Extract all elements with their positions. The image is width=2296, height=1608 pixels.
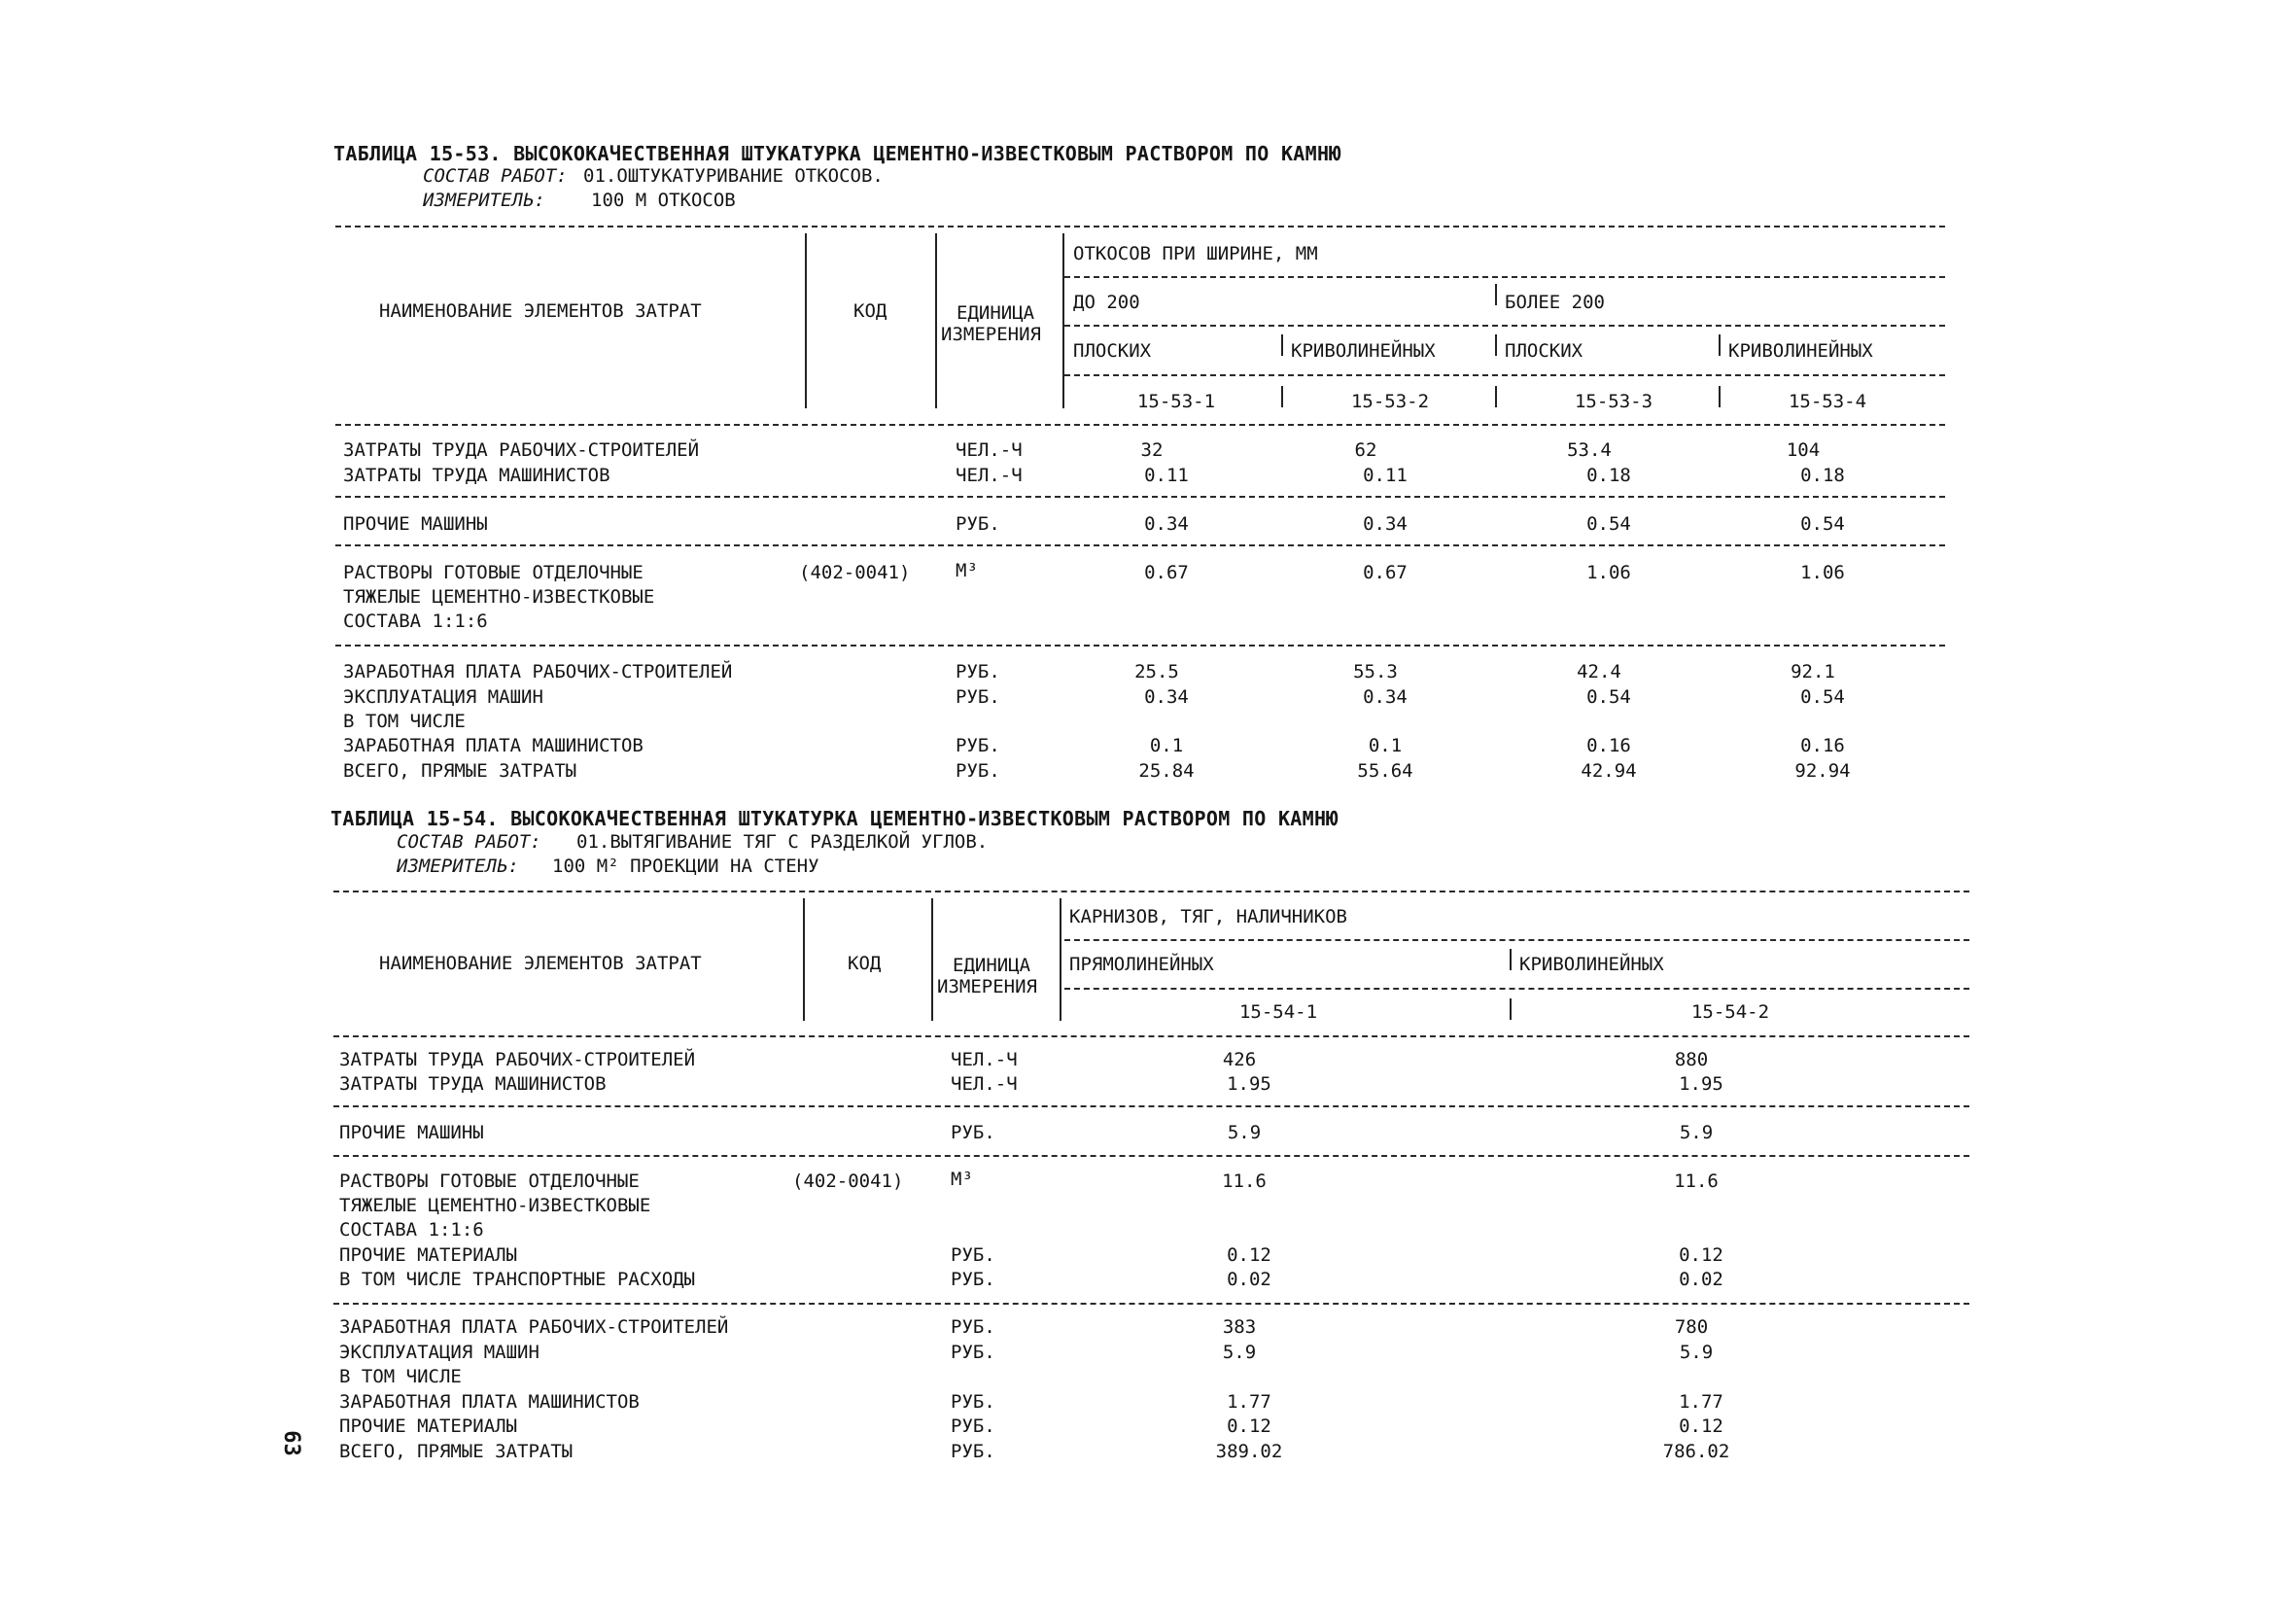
row-value: 0.12	[1227, 1244, 1271, 1266]
row-value: 11.6	[1222, 1171, 1267, 1192]
meter-label: ИЗМЕРИТЕЛЬ:	[423, 190, 545, 211]
work-composition-value: 01.ВЫТЯГИВАНИЕ ТЯГ С РАЗДЕЛКОЙ УГЛОВ.	[576, 831, 989, 853]
row-name: ВСЕГО, ПРЯМЫЕ ЗАТРАТЫ	[339, 1441, 574, 1462]
row-name: ЭКСПЛУАТАЦИЯ МАШИН	[339, 1342, 539, 1363]
row-value: 1.06	[1800, 562, 1845, 583]
row-value: 0.11	[1144, 465, 1189, 486]
row-unit: РУБ.	[956, 686, 1000, 708]
column-divider	[935, 233, 937, 408]
column-divider	[1495, 386, 1497, 407]
row-value: 32	[1140, 439, 1164, 461]
row-unit: ЧЕЛ.-Ч	[956, 465, 1023, 486]
header-kind-2: КРИВОЛИНЕЙНЫХ	[1519, 954, 1664, 975]
header-column-code: 15-53-1	[1136, 391, 1216, 412]
column-divider	[805, 233, 807, 408]
row-unit: РУБ.	[956, 735, 1000, 756]
row-name: ЗАТРАТЫ ТРУДА МАШИНИСТОВ	[339, 1073, 607, 1095]
table-rule	[333, 891, 1969, 892]
row-value: 0.54	[1800, 686, 1845, 708]
row-name: ВСЕГО, ПРЯМЫЕ ЗАТРАТЫ	[343, 760, 577, 782]
row-value: 0.1	[1149, 735, 1184, 756]
row-name: ЗАТРАТЫ ТРУДА РАБОЧИХ-СТРОИТЕЛЕЙ	[343, 439, 700, 461]
row-value: 5.9	[1679, 1122, 1714, 1143]
row-value: 0.34	[1144, 686, 1189, 708]
row-value: 5.9	[1222, 1342, 1257, 1363]
row-value: 55.64	[1357, 760, 1413, 782]
row-value: 383	[1222, 1316, 1257, 1338]
row-name: РАСТВОРЫ ГОТОВЫЕ ОТДЕЛОЧНЫЕ	[339, 1171, 640, 1192]
row-unit: РУБ.	[951, 1122, 995, 1143]
row-unit: ЧЕЛ.-Ч	[951, 1049, 1018, 1070]
row-value: 0.18	[1586, 465, 1631, 486]
column-divider	[931, 898, 933, 1021]
row-unit: М³	[956, 560, 978, 581]
table-rule	[333, 1035, 1969, 1037]
row-value: 1.77	[1679, 1391, 1723, 1413]
table-rule	[335, 226, 1945, 227]
header-unit-line1: ЕДИНИЦА	[953, 955, 1031, 976]
row-name: ЗАТРАТЫ ТРУДА МАШИНИСТОВ	[343, 465, 610, 486]
row-unit: ЧЕЛ.-Ч	[951, 1073, 1018, 1095]
row-name: ЗАТРАТЫ ТРУДА РАБОЧИХ-СТРОИТЕЛЕЙ	[339, 1049, 696, 1070]
header-sub-a: ДО 200	[1073, 292, 1140, 313]
header-group: ОТКОСОВ ПРИ ШИРИНЕ, ММ	[1073, 243, 1318, 264]
table-rule	[335, 424, 1945, 426]
row-value: 1.06	[1586, 562, 1631, 583]
header-column-code: 15-53-2	[1350, 391, 1430, 412]
header-kind-1: ПЛОСКИХ	[1073, 340, 1152, 362]
row-value: 780	[1674, 1316, 1709, 1338]
row-value: 0.12	[1679, 1416, 1723, 1437]
header-group: КАРНИЗОВ, ТЯГ, НАЛИЧНИКОВ	[1069, 906, 1347, 927]
table-rule	[1064, 325, 1945, 327]
header-column-code: 15-53-3	[1574, 391, 1653, 412]
row-name: ПРОЧИЕ МАТЕРИАЛЫ	[339, 1244, 518, 1266]
row-name: В ТОМ ЧИСЛЕ	[339, 1366, 462, 1387]
row-name: СОСТАВА 1:1:6	[339, 1219, 484, 1241]
row-value: 1.95	[1679, 1073, 1723, 1095]
table-rule	[1064, 988, 1969, 990]
row-value: 0.02	[1227, 1269, 1271, 1290]
row-value: 42.94	[1581, 760, 1637, 782]
row-value: 25.84	[1138, 760, 1195, 782]
row-unit: РУБ.	[951, 1342, 995, 1363]
row-unit: РУБ.	[956, 760, 1000, 782]
header-kind-1: ПРЯМОЛИНЕЙНЫХ	[1069, 954, 1214, 975]
row-name: ЗАРАБОТНАЯ ПЛАТА МАШИНИСТОВ	[343, 735, 644, 756]
column-divider	[1495, 284, 1497, 305]
header-name: НАИМЕНОВАНИЕ ЭЛЕМЕНТОВ ЗАТРАТ	[379, 953, 702, 974]
row-value: 0.12	[1679, 1244, 1723, 1266]
row-value: 0.16	[1800, 735, 1845, 756]
table-title: ТАБЛИЦА 15-53. ВЫСОКОКАЧЕСТВЕННАЯ ШТУКАТУРКА ЦЕМЕНТНО-ИЗВЕСТКОВЫМ РАСТВОРОМ ПО КАМНЮ	[333, 142, 1341, 165]
header-column-code: 15-54-2	[1690, 1001, 1770, 1023]
column-divider	[1719, 334, 1721, 356]
row-value: 42.4	[1577, 661, 1621, 682]
row-value: 0.34	[1144, 513, 1189, 535]
row-value: 0.54	[1586, 686, 1631, 708]
table-rule	[335, 645, 1945, 647]
row-value: 0.1	[1368, 735, 1403, 756]
row-value: 786.02	[1662, 1441, 1730, 1462]
row-value: 0.12	[1227, 1416, 1271, 1437]
column-divider	[1060, 898, 1061, 1021]
row-value: 1.95	[1227, 1073, 1271, 1095]
row-unit: РУБ.	[951, 1416, 995, 1437]
row-unit: РУБ.	[956, 661, 1000, 682]
row-value: 0.34	[1363, 686, 1408, 708]
table-rule	[333, 1303, 1969, 1305]
row-value: 53.4	[1567, 439, 1612, 461]
row-value: 0.67	[1144, 562, 1189, 583]
row-unit: РУБ.	[951, 1244, 995, 1266]
row-value: 389.02	[1215, 1441, 1283, 1462]
column-divider	[1719, 386, 1721, 407]
row-unit: РУБ.	[951, 1316, 995, 1338]
row-name: РАСТВОРЫ ГОТОВЫЕ ОТДЕЛОЧНЫЕ	[343, 562, 644, 583]
row-name: ПРОЧИЕ МАШИНЫ	[343, 513, 488, 535]
row-value: 62	[1354, 439, 1377, 461]
header-name: НАИМЕНОВАНИЕ ЭЛЕМЕНТОВ ЗАТРАТ	[379, 300, 702, 322]
header-code: КОД	[848, 953, 882, 974]
row-value: 0.34	[1363, 513, 1408, 535]
row-unit: РУБ.	[956, 513, 1000, 535]
table-rule	[333, 1155, 1969, 1157]
header-kind-2: КРИВОЛИНЕЙНЫХ	[1291, 340, 1436, 362]
row-value: 5.9	[1227, 1122, 1262, 1143]
row-unit: М³	[951, 1169, 973, 1190]
column-divider	[803, 898, 805, 1021]
column-divider	[1510, 949, 1512, 970]
meter-value: 100 М ОТКОСОВ	[591, 190, 736, 211]
header-sub-b: БОЛЕЕ 200	[1505, 292, 1605, 313]
work-composition-label: СОСТАВ РАБОТ:	[423, 165, 568, 187]
row-value: 11.6	[1674, 1171, 1719, 1192]
header-unit-line1: ЕДИНИЦА	[957, 302, 1035, 324]
row-name: ПРОЧИЕ МАТЕРИАЛЫ	[339, 1416, 518, 1437]
work-composition-label: СОСТАВ РАБОТ:	[397, 831, 541, 853]
row-unit: РУБ.	[951, 1441, 995, 1462]
column-divider	[1281, 334, 1283, 356]
row-value: 92.94	[1794, 760, 1851, 782]
row-value: 0.02	[1679, 1269, 1723, 1290]
row-name: ПРОЧИЕ МАШИНЫ	[339, 1122, 484, 1143]
table-rule	[333, 1105, 1969, 1107]
meter-label: ИЗМЕРИТЕЛЬ:	[397, 856, 519, 877]
row-code: (402-0041)	[792, 1171, 904, 1192]
row-name: ТЯЖЕЛЫЕ ЦЕМЕНТНО-ИЗВЕСТКОВЫЕ	[339, 1195, 651, 1216]
table-rule	[1064, 276, 1945, 278]
row-unit: ЧЕЛ.-Ч	[956, 439, 1023, 461]
column-divider	[1510, 998, 1512, 1020]
row-name: ЗАРАБОТНАЯ ПЛАТА РАБОЧИХ-СТРОИТЕЛЕЙ	[339, 1316, 729, 1338]
row-name: В ТОМ ЧИСЛЕ ТРАНСПОРТНЫЕ РАСХОДЫ	[339, 1269, 696, 1290]
table-rule	[1064, 374, 1945, 376]
row-value: 0.11	[1363, 465, 1408, 486]
row-value: 0.67	[1363, 562, 1408, 583]
header-code: КОД	[853, 300, 887, 322]
header-column-code: 15-54-1	[1238, 1001, 1318, 1023]
header-unit-line2: ИЗМЕРЕНИЯ	[937, 976, 1037, 997]
row-name: В ТОМ ЧИСЛЕ	[343, 711, 466, 732]
row-name: ЭКСПЛУАТАЦИЯ МАШИН	[343, 686, 543, 708]
column-divider	[1281, 386, 1283, 407]
row-code: (402-0041)	[799, 562, 911, 583]
page-number: 63	[278, 1430, 303, 1456]
table-rule	[1064, 939, 1969, 941]
row-name: ЗАРАБОТНАЯ ПЛАТА МАШИНИСТОВ	[339, 1391, 640, 1413]
row-value: 5.9	[1679, 1342, 1714, 1363]
column-divider	[1495, 334, 1497, 356]
row-value: 104	[1786, 439, 1821, 461]
work-composition-value: 01.ОШТУКАТУРИВАНИЕ ОТКОСОВ.	[583, 165, 884, 187]
row-name: ТЯЖЕЛЫЕ ЦЕМЕНТНО-ИЗВЕСТКОВЫЕ	[343, 586, 655, 608]
row-value: 55.3	[1353, 661, 1398, 682]
table-rule	[335, 544, 1945, 546]
row-name: ЗАРАБОТНАЯ ПЛАТА РАБОЧИХ-СТРОИТЕЛЕЙ	[343, 661, 733, 682]
table-title: ТАБЛИЦА 15-54. ВЫСОКОКАЧЕСТВЕННАЯ ШТУКАТУРКА ЦЕМЕНТНО-ИЗВЕСТКОВЫМ РАСТВОРОМ ПО КАМНЮ	[330, 807, 1339, 830]
row-unit: РУБ.	[951, 1391, 995, 1413]
row-value: 25.5	[1134, 661, 1179, 682]
header-unit-line2: ИЗМЕРЕНИЯ	[941, 324, 1041, 345]
row-value: 0.54	[1586, 513, 1631, 535]
table-rule	[335, 496, 1945, 498]
row-value: 0.16	[1586, 735, 1631, 756]
header-column-code: 15-53-4	[1788, 391, 1867, 412]
row-value: 0.54	[1800, 513, 1845, 535]
row-unit: РУБ.	[951, 1269, 995, 1290]
row-value: 92.1	[1791, 661, 1835, 682]
meter-value: 100 М² ПРОЕКЦИИ НА СТЕНУ	[552, 856, 819, 877]
row-value: 880	[1674, 1049, 1709, 1070]
column-divider	[1062, 233, 1064, 408]
row-name: СОСТАВА 1:1:6	[343, 611, 488, 632]
header-kind-3: ПЛОСКИХ	[1505, 340, 1583, 362]
row-value: 0.18	[1800, 465, 1845, 486]
row-value: 426	[1222, 1049, 1257, 1070]
row-value: 1.77	[1227, 1391, 1271, 1413]
header-kind-4: КРИВОЛИНЕЙНЫХ	[1728, 340, 1873, 362]
